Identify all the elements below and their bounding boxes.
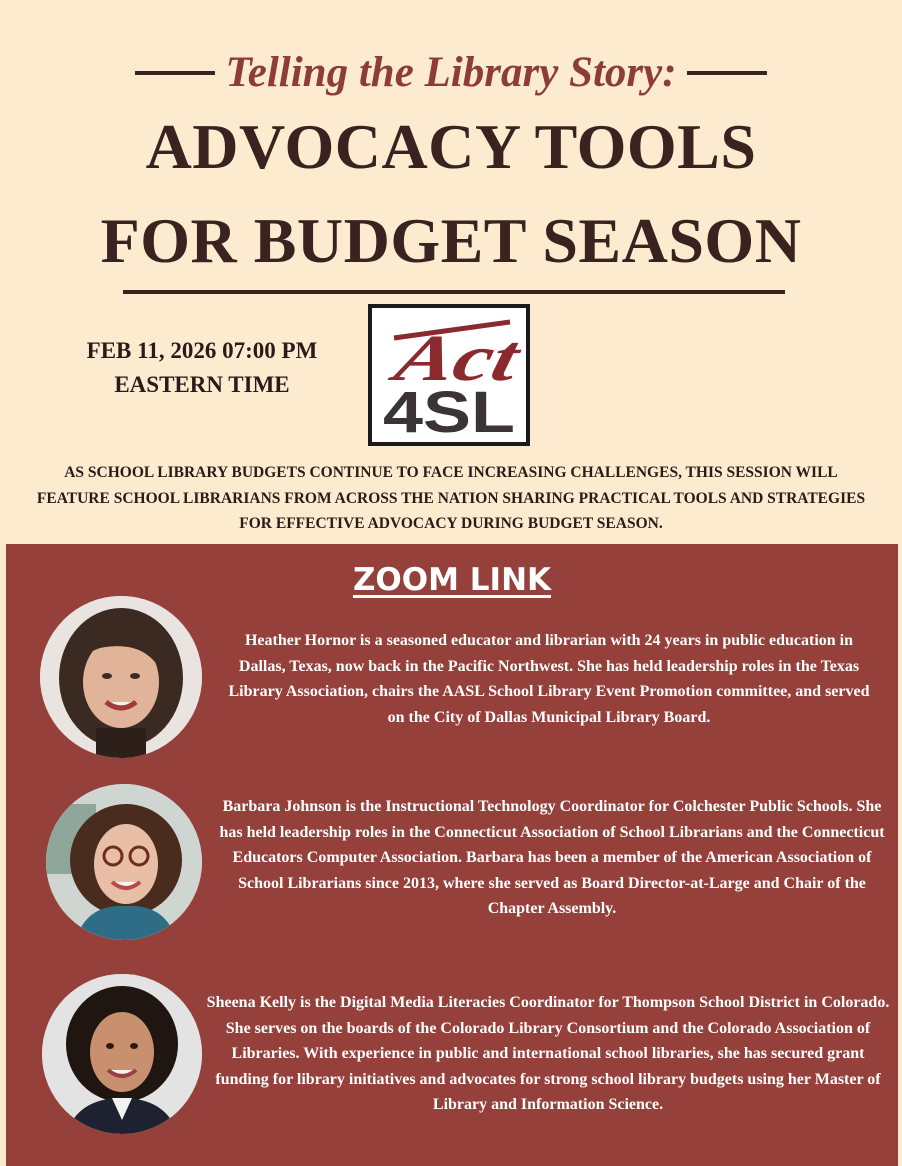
kicker-row <box>0 48 902 97</box>
title-line-2: FOR BUDGET SEASON <box>100 205 802 276</box>
event-datetime <box>62 334 342 402</box>
act4sl-logo <box>368 304 530 446</box>
speaker-photo-heather <box>40 596 202 758</box>
zoom-link[interactable]: ZOOM LINK <box>352 562 552 598</box>
event-date: FEB 11, 2026 07:00 PM <box>86 338 318 363</box>
svg-text:Act: Act <box>388 321 499 395</box>
kicker-title: Telling the Library Story: <box>225 49 677 96</box>
title-line-1: ADVOCACY TOOLS <box>145 111 757 182</box>
title-divider <box>123 290 785 294</box>
speaker-bio-sheena: Sheena Kelly is the Digital Media Literacies Coordinator for Thompson School District in Colorado. She serves on the boards of the Colorado Library Consortium and the Colorado Association of Libraries. With experience in public and international school libraries, she has secured grant funding for library initiatives and advocates for strong school library budgets using her Master of Library and Information Science. <box>206 994 890 1113</box>
speaker-photo-sheena <box>42 974 202 1134</box>
speaker-photo-barbara <box>46 784 202 940</box>
speaker-bio-heather: Heather Hornor is a seasoned educator and librarian with 24 years in public education in Dallas, Texas, now back in the Pacific Northwest. She has held leadership roles in the Texas Library Association, chairs the AASL School Library Event Promotion committee, and served on the City of Dallas Municipal Library Board. <box>228 632 870 726</box>
session-description: AS SCHOOL LIBRARY BUDGETS CONTINUE TO FACE INCREASING CHALLENGES, THIS SESSION WILL FEATURE SCHOOL LIBRARIANS FROM ACROSS THE NATION SHARING PRACTICAL TOOLS AND STRATEGIES FOR EFFECTIVE ADVOCACY DURING BUDGET SEASON. <box>36 464 866 532</box>
speaker-bio-barbara: Barbara Johnson is the Instructional Technology Coordinator for Colchester Public Schools. She has held leadership roles in the Connecticut Association of School Librarians and the Connecticut Educators Computer Association. Barbara has been a member of the American Association of School Librarians since 2013, where she served as Board Director-at-Large and Chair of the Chapter Assembly. <box>219 798 885 917</box>
speakers-panel <box>6 544 898 1166</box>
kicker-rule-right <box>687 71 767 75</box>
event-timezone: EASTERN TIME <box>114 372 290 397</box>
kicker-rule-left <box>135 71 215 75</box>
flyer-header <box>0 0 902 544</box>
svg-text:4SL: 4SL <box>383 380 515 442</box>
